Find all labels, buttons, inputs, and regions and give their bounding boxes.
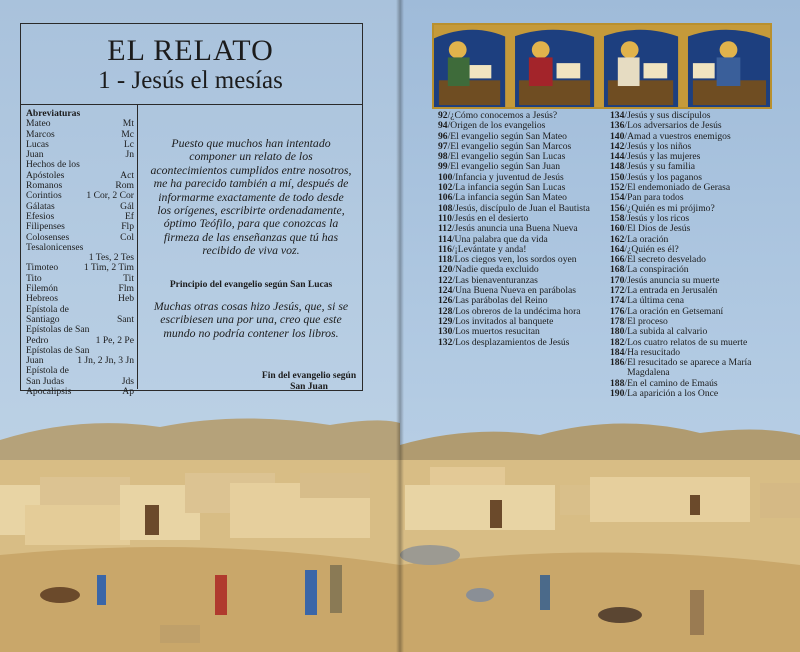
- contents-title: Jesús y los ricos: [627, 212, 690, 224]
- contents-separator: /: [452, 274, 456, 286]
- contents-separator: /: [624, 110, 628, 121]
- contents-separator: /: [624, 357, 628, 369]
- contents-title: Jesús y sus discípulos: [627, 110, 711, 121]
- contents-entry[interactable]: [610, 327, 792, 337]
- abbreviation-code: 1 Tes, 2 Tes: [88, 252, 134, 264]
- abbreviation-code: Tit: [123, 272, 134, 284]
- abbreviation-name: Corintios: [26, 191, 62, 202]
- contents-separator: /: [624, 120, 628, 132]
- contents-separator: /: [624, 161, 628, 173]
- abbreviation-row: [26, 222, 134, 232]
- contents-title: Jesús y las mujeres: [627, 151, 701, 163]
- contents-separator: /: [624, 336, 628, 348]
- contents-title: La conspiración: [627, 264, 689, 276]
- divider-horizontal: [20, 104, 362, 105]
- contents-page-number: 168: [610, 264, 625, 276]
- page-subtitle: 1 - Jesús el mesías: [98, 67, 283, 94]
- contents-title: Los cuatro relatos de su muerte: [627, 336, 748, 348]
- contents-page-number: 92: [438, 110, 448, 121]
- contents-page-number: 176: [610, 305, 625, 317]
- contents-separator: /: [624, 254, 628, 266]
- contents-separator: /: [452, 264, 456, 276]
- contents-page-number: 184: [610, 346, 625, 358]
- abbreviation-name: [26, 253, 87, 263]
- contents-page-number: 96: [438, 130, 448, 142]
- contents-page-number: 190: [610, 388, 625, 400]
- contents-page-number: 158: [610, 212, 625, 224]
- contents-title: Jesús y los niños: [627, 140, 692, 152]
- contents-page-number: 172: [610, 285, 625, 297]
- contents-title: ¿Cómo conocemos a Jesús?: [450, 110, 558, 121]
- abbreviation-code: Col: [120, 231, 134, 243]
- abbreviation-name: Filipenses: [26, 222, 65, 233]
- abbreviation-code: Jds: [121, 375, 134, 387]
- contents-separator: /: [624, 140, 628, 152]
- contents-title: Los adversarios de Jesús: [627, 120, 722, 132]
- contents-page-number: 148: [610, 161, 625, 173]
- contents-page-number: 94: [438, 120, 448, 132]
- contents-page-number: 152: [610, 182, 625, 194]
- contents-title: Una Buena Nueva en parábolas: [455, 285, 577, 297]
- abbreviation-row: [26, 294, 134, 304]
- contents-separator: /: [451, 233, 455, 245]
- contents-page-number: 140: [610, 130, 625, 142]
- contents-separator: /: [624, 315, 628, 327]
- abbreviation-name: Gálatas: [26, 201, 55, 212]
- contents-page-number: 129: [438, 315, 453, 327]
- contents-title: Los invitados al banquete: [455, 315, 554, 327]
- abbreviation-row: [26, 191, 134, 201]
- contents-page-number: 100: [438, 171, 453, 183]
- contents-separator: /: [452, 202, 456, 214]
- contents-title: Jesús anuncia su muerte: [627, 274, 720, 286]
- abbreviation-name: Epístola de: [26, 366, 69, 377]
- abbreviation-row: [26, 233, 134, 243]
- contents-separator: /: [624, 274, 628, 286]
- abbreviation-name: Apóstoles: [26, 170, 65, 181]
- abbreviation-name: Mateo: [26, 119, 51, 130]
- contents-separator: /: [447, 161, 451, 173]
- contents-page-number: 156: [610, 202, 625, 214]
- contents-separator: /: [624, 223, 628, 235]
- contents-separator: /: [624, 295, 628, 307]
- contents-separator: /: [624, 130, 628, 142]
- abbreviation-code: Lc: [123, 138, 134, 150]
- contents-title: ¿Quién es él?: [627, 243, 679, 255]
- contents-page-number: 186: [610, 357, 625, 369]
- abbreviation-name: Colosenses: [26, 232, 70, 243]
- contents-title: La infancia según San Mateo: [455, 192, 567, 204]
- abbreviation-row: [26, 119, 134, 129]
- abbreviation-row: [26, 325, 134, 335]
- contents-page-number: 170: [610, 274, 625, 286]
- abbreviation-code: Heb: [118, 293, 134, 305]
- contents-title: El proceso: [627, 315, 668, 327]
- abbreviation-row: [26, 315, 134, 325]
- abbreviation-name: Epístolas de San: [26, 345, 90, 356]
- contents-title: El evangelio según San Mateo: [450, 130, 567, 142]
- contents-separator: /: [624, 388, 628, 400]
- contents-page-number: 99: [438, 161, 448, 173]
- abbreviation-name: Juan: [26, 150, 44, 161]
- abbreviation-name: Tito: [26, 273, 42, 284]
- abbreviation-code: Rom: [115, 180, 134, 192]
- contents-page-number: 110: [438, 212, 452, 224]
- abbreviation-name: Efesios: [26, 211, 55, 222]
- contents-page-number: 124: [438, 285, 453, 297]
- contents-title: Ha resucitado: [627, 346, 681, 358]
- contents-title: La oración en Getsemaní: [627, 305, 724, 317]
- contents-separator: /: [452, 182, 456, 194]
- contents-title: La subida al calvario: [627, 326, 708, 338]
- contents-page-number: 154: [610, 192, 625, 204]
- contents-page-number: 97: [438, 140, 448, 152]
- contents-title: La última cena: [627, 295, 685, 307]
- contents-page-number: 164: [610, 243, 625, 255]
- contents-separator: /: [624, 233, 628, 245]
- contents-page-number: 126: [438, 295, 453, 307]
- contents-page-number: 132: [438, 336, 453, 348]
- contents-title: Los muertos resucitan: [455, 326, 540, 338]
- abbreviation-code: 1 Tim, 2 Tim: [83, 262, 134, 274]
- abbreviation-row: [26, 274, 134, 284]
- abbreviation-code: Ap: [122, 386, 134, 398]
- abbreviation-code: Flm: [118, 283, 134, 295]
- contents-page-number: 180: [610, 326, 625, 338]
- contents-separator: /: [451, 223, 455, 235]
- contents-entry[interactable]: [438, 327, 607, 337]
- contents-title: Origen de los evangelios: [450, 120, 546, 132]
- contents-title: La infancia según San Lucas: [455, 182, 566, 194]
- abbreviation-code: Jn: [125, 149, 134, 161]
- contents-page-number: 108: [438, 202, 453, 214]
- contents-separator: /: [452, 315, 456, 327]
- contents-title: Jesús anuncia una Buena Nueva: [454, 223, 578, 235]
- contents-separator: /: [452, 336, 456, 348]
- abbreviation-row: [26, 366, 134, 376]
- contents-page-number: 162: [610, 233, 625, 245]
- abbreviation-row: [26, 150, 134, 160]
- contents-page-number: 114: [438, 233, 452, 245]
- abbreviation-row: [26, 202, 134, 212]
- contents-title: Una palabra que da vida: [454, 233, 548, 245]
- contents-page-number: 106: [438, 192, 453, 204]
- contents-title: La oración: [627, 233, 669, 245]
- contents-separator: /: [624, 192, 628, 204]
- contents-page-number: 160: [610, 223, 625, 235]
- contents-page-number: 116: [438, 243, 452, 255]
- abbreviation-code: Flp: [121, 221, 134, 233]
- contents-entry[interactable]: [438, 338, 607, 348]
- caption-lucas: Principio del evangelio según San Lucas: [169, 280, 333, 290]
- contents-title: El resucitado se aparece a María Magdalena: [627, 357, 752, 379]
- abbreviation-row: [26, 140, 134, 150]
- contents-separator: /: [624, 305, 628, 317]
- abbreviation-name: Lucas: [26, 139, 49, 150]
- contents-entry[interactable]: [610, 358, 792, 379]
- abbreviation-row: [26, 130, 134, 140]
- book-gutter: [396, 0, 404, 652]
- contents-title: El evangelio según San Juan: [450, 161, 561, 173]
- abbreviation-name: Tesalonicenses: [26, 242, 84, 253]
- abbreviation-code: Sant: [116, 313, 134, 325]
- contents-title: Infancia y juventud de Jesús: [455, 171, 564, 183]
- contents-page-number: 144: [610, 151, 625, 163]
- contents-separator: /: [452, 295, 456, 307]
- abbreviation-name: Hechos de los: [26, 160, 80, 171]
- contents-separator: /: [452, 305, 456, 317]
- abbreviation-name: Hebreos: [26, 294, 58, 305]
- abbreviation-row: [26, 212, 134, 222]
- abbreviation-name: Marcos: [26, 129, 55, 140]
- contents-page-number: 182: [610, 336, 625, 348]
- contents-page-number: 130: [438, 326, 453, 338]
- contents-column-1: [438, 111, 607, 348]
- contents-separator: /: [624, 326, 628, 338]
- quote-lucas: Puesto que muchos han intentado componer un relato de los acontecimientos cumplidos entre nosotros, me ha parecido también a mí, después de informarme exactamente de todo desde los orígenes, escribirte ordenadamente, óptimo Teófilo, para que conozcas la firmeza de las enseñanzas que tú has recibido de viva voz.: [150, 136, 352, 258]
- contents-page-number: 188: [610, 377, 625, 389]
- abbreviation-name: Romanos: [26, 181, 63, 192]
- abbreviation-name: Epístola de: [26, 304, 69, 315]
- contents-separator: /: [447, 140, 451, 152]
- contents-page-number: 134: [610, 110, 625, 121]
- contents-separator: /: [447, 130, 451, 142]
- contents-title: El endemoniado de Gerasa: [627, 182, 731, 194]
- contents-separator: /: [452, 285, 456, 297]
- abbreviation-code: [132, 325, 134, 335]
- abbreviation-name: San Judas: [26, 376, 65, 387]
- contents-separator: /: [624, 377, 628, 389]
- contents-separator: /: [624, 202, 628, 214]
- contents-title: Los obreros de la undécima hora: [455, 305, 581, 317]
- abbreviation-code: Ef: [124, 210, 134, 222]
- contents-page-number: 136: [610, 120, 625, 132]
- abbreviation-name: Filemón: [26, 284, 58, 295]
- contents-title: Jesús y su familia: [627, 161, 696, 173]
- contents-separator: /: [624, 151, 628, 163]
- contents-title: Las bienaventuranzas: [455, 274, 538, 286]
- abbreviation-row: [26, 336, 134, 346]
- contents-separator: /: [452, 326, 456, 338]
- contents-separator: /: [624, 171, 628, 183]
- abbreviation-row: [26, 263, 134, 273]
- abbreviation-name: Santiago: [26, 314, 60, 325]
- abbreviation-name: Apocalipsis: [26, 387, 72, 398]
- abbreviation-name: Timoteo: [26, 263, 59, 274]
- contents-title: La entrada en Jerusalén: [627, 285, 718, 297]
- evangelists-banner-illustration: [432, 23, 772, 109]
- contents-title: El Dios de Jesús: [627, 223, 691, 235]
- abbreviation-code: Mt: [122, 118, 134, 130]
- contents-title: En el camino de Emaús: [627, 377, 718, 389]
- contents-title: El evangelio según San Marcos: [450, 140, 572, 152]
- abbreviation-code: Gál: [120, 200, 134, 212]
- abbreviation-row: [26, 356, 134, 366]
- abbreviation-row: [26, 160, 134, 170]
- abbreviation-code: 1 Cor, 2 Cor: [86, 190, 134, 202]
- abbreviation-name: Pedro: [26, 335, 49, 346]
- contents-separator: /: [624, 285, 628, 297]
- contents-separator: /: [447, 110, 451, 121]
- abbreviation-code: Act: [120, 169, 134, 181]
- contents-page-number: 98: [438, 151, 448, 163]
- contents-separator: /: [447, 151, 451, 163]
- page-title: EL RELATO: [107, 34, 274, 67]
- abbreviation-code: 1 Jn, 2 Jn, 3 Jn: [77, 355, 134, 367]
- contents-page-number: 142: [610, 140, 625, 152]
- caption-juan: Fin del evangelio según San Juan: [261, 371, 357, 392]
- divider-vertical: [137, 104, 138, 389]
- abbreviation-name: Epístolas de San: [26, 325, 90, 336]
- contents-separator: /: [451, 254, 455, 266]
- contents-page-number: 112: [438, 223, 452, 235]
- contents-title: ¿Quién es mi prójimo?: [627, 202, 715, 214]
- contents-page-number: 118: [438, 254, 452, 266]
- contents-title: El secreto desvelado: [627, 254, 706, 266]
- contents-separator: /: [451, 212, 455, 224]
- contents-page-number: 120: [438, 264, 453, 276]
- contents-separator: /: [624, 346, 628, 358]
- abbreviation-row: [26, 377, 134, 387]
- quote-juan: Muchas otras cosas hizo Jesús, que, si se escribiesen una por una, creo que este mundo no podría contener los libros.: [153, 299, 349, 340]
- contents-separator: /: [624, 182, 628, 194]
- contents-separator: /: [624, 243, 628, 255]
- contents-separator: /: [624, 264, 628, 276]
- contents-page-number: 128: [438, 305, 453, 317]
- contents-title: Amad a vuestros enemigos: [627, 130, 731, 142]
- contents-title: Los desplazamientos de Jesús: [455, 336, 570, 348]
- contents-separator: /: [452, 192, 456, 204]
- abbreviation-name: Juan: [26, 356, 44, 367]
- contents-title: Los ciegos ven, los sordos oyen: [454, 254, 577, 266]
- contents-page-number: 166: [610, 254, 625, 266]
- contents-page-number: 174: [610, 295, 625, 307]
- contents-page-number: 122: [438, 274, 453, 286]
- contents-separator: /: [447, 120, 451, 132]
- contents-title: Jesús en el desierto: [454, 212, 529, 224]
- contents-page-number: 150: [610, 171, 625, 183]
- contents-separator: /: [452, 171, 456, 183]
- contents-column-2: [610, 111, 792, 399]
- contents-title: Las parábolas del Reino: [455, 295, 548, 307]
- contents-title: Pan para todos: [627, 192, 684, 204]
- contents-title: La aparición a los Once: [627, 388, 719, 400]
- contents-title: Nadie queda excluido: [455, 264, 539, 276]
- contents-separator: /: [451, 243, 455, 255]
- contents-title: Jesús, discípulo de Juan el Bautista: [455, 202, 590, 214]
- abbreviations-list: [26, 109, 134, 397]
- abbreviation-code: 1 Pe, 2 Pe: [95, 334, 134, 346]
- abbreviation-code: Mc: [121, 128, 134, 140]
- contents-entry[interactable]: [610, 389, 792, 399]
- contents-title: Jesús y los paganos: [627, 171, 702, 183]
- contents-title: ¡Levántate y anda!: [454, 243, 527, 255]
- abbreviations-title: Abreviaturas: [26, 108, 81, 119]
- contents-page-number: 102: [438, 182, 453, 194]
- abbreviation-row: [26, 387, 134, 397]
- contents-title: El evangelio según San Lucas: [450, 151, 566, 163]
- contents-separator: /: [624, 212, 628, 224]
- contents-page-number: 178: [610, 315, 625, 327]
